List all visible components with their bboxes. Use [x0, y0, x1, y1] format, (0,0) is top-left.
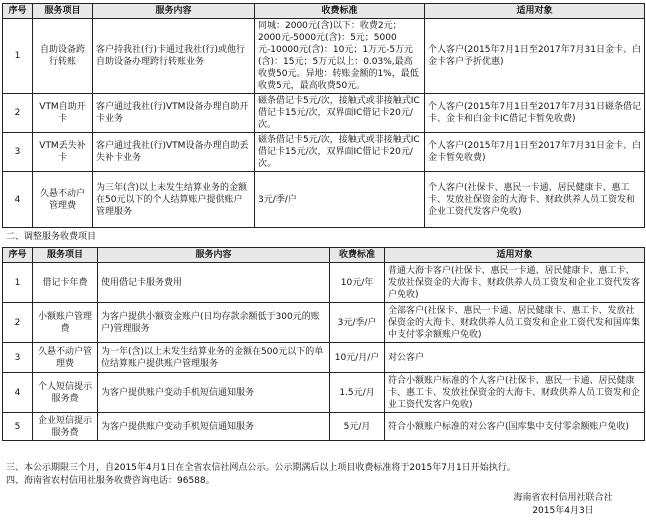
- row-item: 久悬不动户管理费: [33, 343, 98, 373]
- col-header-fee: 收费标准: [255, 4, 425, 19]
- col-header-content: 服务内容: [93, 4, 255, 19]
- col-header-content: 服务内容: [98, 248, 330, 263]
- col-header-item: 服务项目: [33, 248, 98, 263]
- row-no: 2: [3, 303, 33, 343]
- row-item: 企业短信提示服务费: [33, 413, 98, 441]
- signature-org: 海南省农村信用社联合社: [513, 493, 613, 503]
- row-no: 4: [3, 172, 33, 228]
- row-fee: 同城：2000元(含)以下：收费2元；2000元-5000元(含)：5元；5000元-10000元(含)：10元；1万元-5万元(含)：15元；5万元以上：0.03%,最高收费50元。异地：转账金额的1%，最低收费5元，最高收费50元。: [255, 19, 425, 94]
- col-header-target: 适用对象: [425, 4, 645, 19]
- row-fee: 磁条借记卡5元/次，接触式或非接触式IC借记卡15元/次，双界面IC借记卡20元/次。: [255, 94, 425, 133]
- row-target: 个人客户(社保卡、惠民一卡通、居民健康卡、惠工卡、发放社保资金的大海卡、财政供养人员工资发和企业工资代发客户免收): [425, 172, 645, 228]
- row-target: 个人客户(2015年7月1日至2017年7月31日磁条借记卡、金卡和白金卡IC借记卡暂免收费): [425, 94, 645, 133]
- row-target: 普通大海卡客户(社保卡、惠民一卡通、居民健康卡、惠工卡、发放社保资金的大海卡、财政供养人员工资发和企业工资代发客户免收): [385, 263, 645, 303]
- row-target: 个人客户(2015年7月1日至2017年7月31日金卡、白金卡客户予折优惠): [425, 19, 645, 94]
- row-no: 3: [3, 343, 33, 373]
- table-row: [3, 133, 645, 172]
- row-no: 3: [3, 133, 33, 172]
- table-row: [3, 19, 645, 94]
- row-item: VTM丢失补卡: [33, 133, 93, 172]
- row-target: 个人客户(2015年7月1日至2017年7月31日金卡、白金卡暂免收费): [425, 133, 645, 172]
- table-row: [3, 263, 645, 303]
- table-header-row: [3, 4, 645, 19]
- col-header-no: 序号: [3, 4, 33, 19]
- row-no: 2: [3, 94, 33, 133]
- row-no: 1: [3, 19, 33, 94]
- row-content: 为客户提供小额资金账户(日均存款余额低于300元的账户)管理服务: [98, 303, 330, 343]
- fee-table-adjusted-items: [2, 247, 645, 441]
- table-header-row: [3, 248, 645, 263]
- row-fee: 磁条借记卡5元/次，接触式或非接触式IC借记卡15元/次，双界面IC借记卡20元/次。: [255, 133, 425, 172]
- fee-table-new-items: [2, 3, 645, 228]
- row-target: 全部客户(社保卡、惠民一卡通、居民健康卡、惠工卡、发放社保资金的大海卡、财政供养人员工资发和企业工资代发和国库集中支付零余额账户免收): [385, 303, 645, 343]
- row-no: 1: [3, 263, 33, 303]
- row-no: 5: [3, 413, 33, 441]
- col-header-fee: 收费标准: [330, 248, 385, 263]
- row-item: VTM自助开卡: [33, 94, 93, 133]
- section-2-title: 二、调整服务收费项目: [6, 232, 97, 242]
- note-4: 四、海南省农村信用社服务收费咨询电话：96588。: [6, 476, 215, 486]
- table-row: [3, 413, 645, 441]
- row-content: 使用借记卡服务费用: [98, 263, 330, 303]
- row-no: 4: [3, 373, 33, 413]
- col-header-no: 序号: [3, 248, 33, 263]
- table-row: [3, 343, 645, 373]
- row-content: 客户持我社(行)卡通过我社(行)或他行自助设备办理跨行转账业务: [93, 19, 255, 94]
- row-content: 为一年(含)以上未发生结算业务的金额在500元以下的单位结算账户提供账户管理服务: [98, 343, 330, 373]
- row-item: 个人短信提示服务费: [33, 373, 98, 413]
- row-item: 久悬不动户管理费: [33, 172, 93, 228]
- row-fee: 10元/月/户: [330, 343, 385, 373]
- table-row: [3, 172, 645, 228]
- row-fee: 10元/年: [330, 263, 385, 303]
- row-content: 为客户提供账户变动手机短信通知服务: [98, 373, 330, 413]
- signature-date: 2015年4月3日: [532, 506, 594, 516]
- row-item: 借记卡年费: [33, 263, 98, 303]
- row-fee: 3元/季/户: [330, 303, 385, 343]
- col-header-target: 适用对象: [385, 248, 645, 263]
- row-content: 客户通过我社(行)VTM设备办理自助丢失补卡业务: [93, 133, 255, 172]
- table-row: [3, 303, 645, 343]
- table-row: [3, 94, 645, 133]
- row-content: 客户通过我社(行)VTM设备办理自助开卡业务: [93, 94, 255, 133]
- col-header-item: 服务项目: [33, 4, 93, 19]
- note-3: 三、本公示期限三个月，自2015年4月1日在全省农信社网点公示。公示期满后以上项目收费标准将于2015年7月1日开始执行。: [6, 463, 516, 473]
- row-fee: 1.5元/月: [330, 373, 385, 413]
- row-fee: 5元/月: [330, 413, 385, 441]
- row-fee: 3元/季/户: [255, 172, 425, 228]
- row-content: 为三年(含)以上未发生结算业务的金额在50元以下的个人结算账户提供账户管理服务: [93, 172, 255, 228]
- row-target: 符合小额账户标准的对公客户(国库集中支付零余额账户免收): [385, 413, 645, 441]
- row-target: 符合小额账户标准的个人客户(社保卡、惠民一卡通、居民健康卡、惠工卡、发放社保资金的大海卡、财政供养人员工资发和企业工资代发客户免收): [385, 373, 645, 413]
- row-content: 为客户提供账户变动手机短信通知服务: [98, 413, 330, 441]
- row-item: 自助设备跨行转账: [33, 19, 93, 94]
- table-row: [3, 373, 645, 413]
- row-target: 对公客户: [385, 343, 645, 373]
- row-item: 小额账户管理费: [33, 303, 98, 343]
